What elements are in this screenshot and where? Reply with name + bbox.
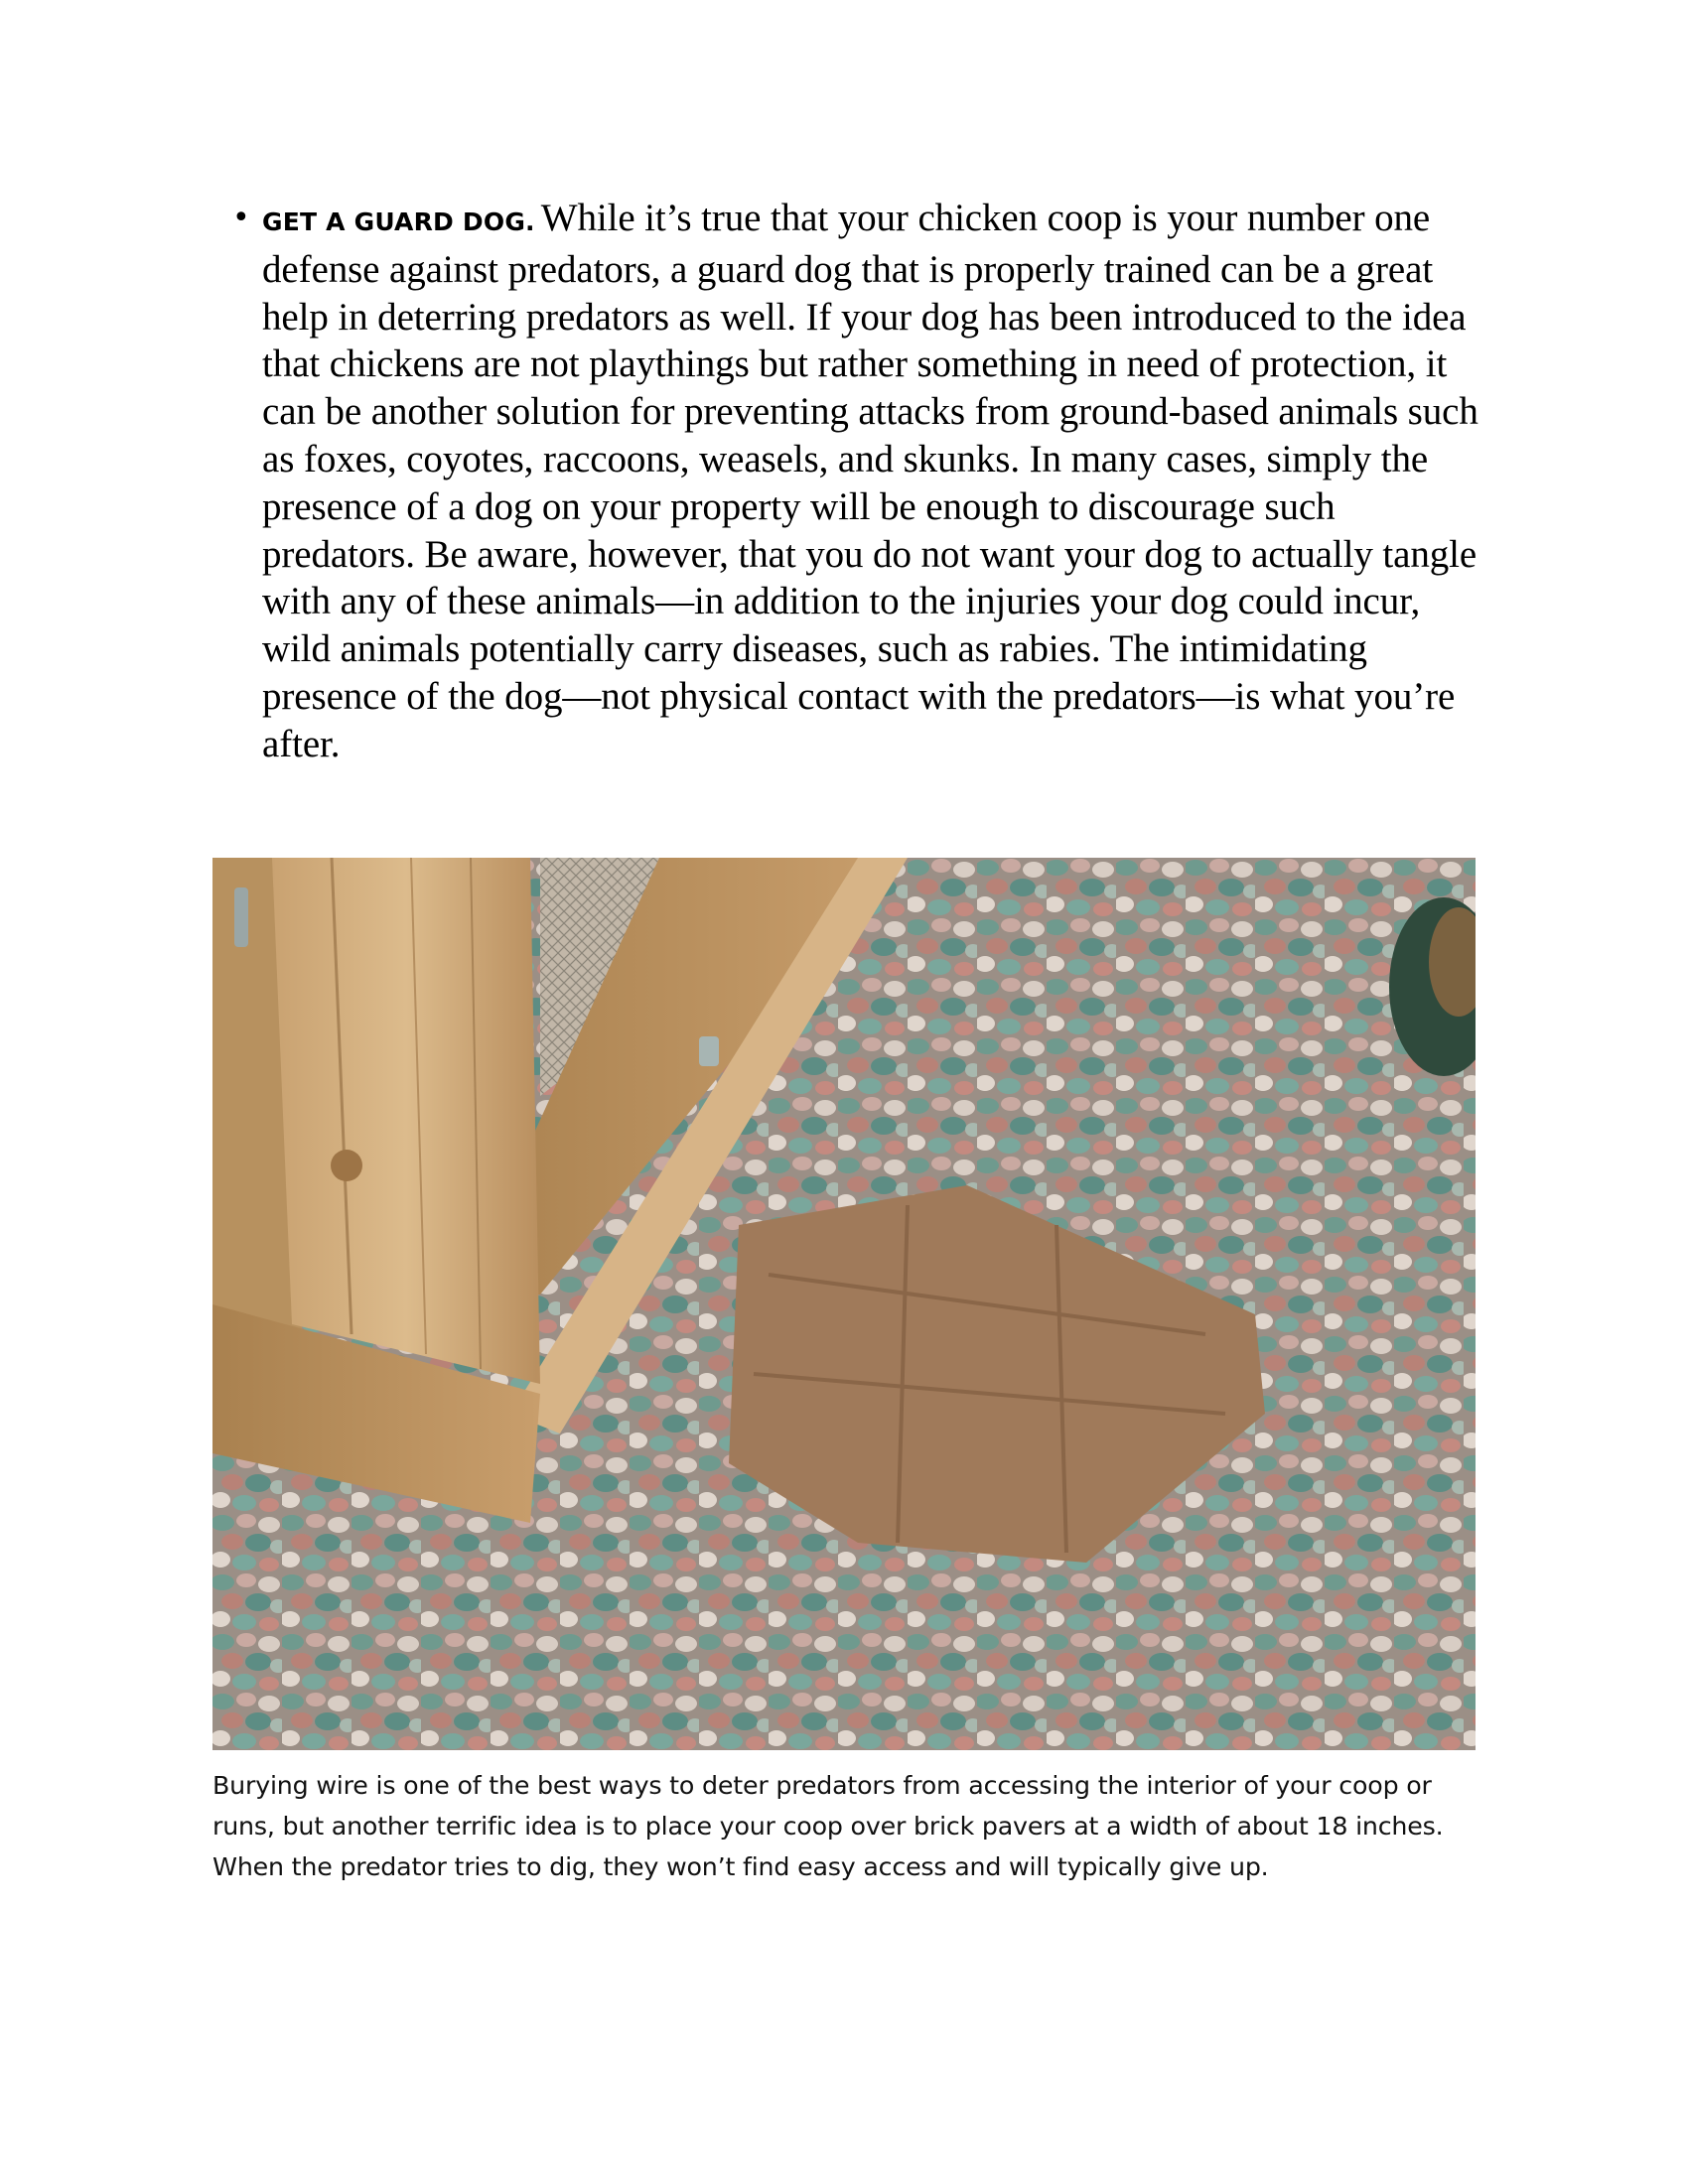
coop-corner-on-pavers-photo: [212, 858, 1476, 1750]
bullet-body: While it’s true that your chicken coop is your number one defense against predators, a guard dog that is properly trained can be a great help in deterring predators as well. If your dog has been introduced to the idea that chickens are not playthings but rather something in need of protection, it can be another solution for preventing attacks from ground-based animals such as foxes, coyotes, raccoons, weasels, and skunks. In many cases, simply the presence of a dog on your property will be enough to discourage such predators. Be aware, however, that you do not want your dog to actually tangle with any of these animals—in addition to the injuries your dog could incur, wild animals potentially carry diseases, such as rabies. The intimidating presence of the dog—not physical contact with the predators—is what you’re after.: [262, 197, 1478, 765]
bullet-item: [232, 195, 1493, 768]
bullet-paragraph: [262, 195, 1493, 768]
bullet-dot-icon: •: [232, 201, 250, 235]
photo-illustration: [212, 858, 1476, 1750]
bullet-lead-in: GET A GUARD DOG.: [262, 207, 535, 236]
photo-caption: Burying wire is one of the best ways to deter predators from accessing the interior of your coop or runs, but another terrific idea is to place your coop over brick pavers at a width of about 18 inches. When the predator tries to dig, they won’t find easy access and will typically give up.: [212, 1771, 1444, 1881]
